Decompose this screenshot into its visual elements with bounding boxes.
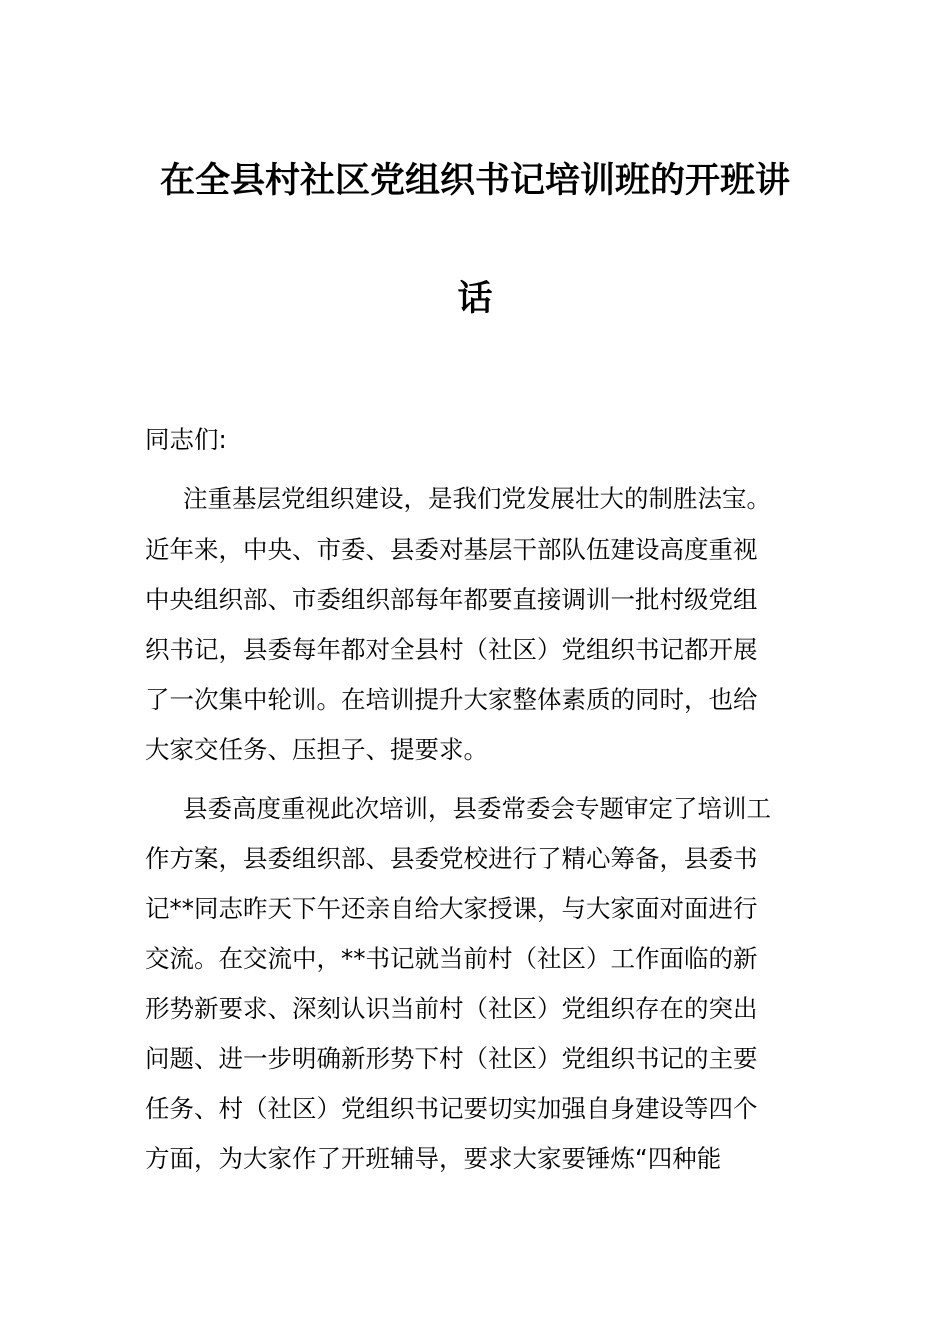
paragraph-2-line-1: 县委高度重视此次培训，县委常委会专题审定了培训工 [183, 794, 771, 823]
paragraph-2-line-5: 形势新要求、深刻认识当前村（社区）党组织存在的突出 [145, 994, 758, 1023]
document-title-line-1: 在全县村社区党组织书记培训班的开班讲 [159, 161, 790, 201]
paragraph-2-line-4: 交流。在交流中，**书记就当前村（社区）工作面临的新 [145, 944, 758, 973]
paragraph-2-line-7: 任务、村（社区）党组织书记要切实加强自身建设等四个 [145, 1094, 758, 1123]
salutation: 同志们: [145, 425, 227, 454]
paragraph-1-line-6: 大家交任务、压担子、提要求。 [145, 735, 488, 764]
paragraph-1-line-3: 中央组织部、市委组织部每年都要直接调训一批村级党组 [145, 585, 758, 614]
paragraph-1-line-4: 织书记，县委每年都对全县村（社区）党组织书记都开展 [145, 635, 758, 664]
paragraph-1-line-1: 注重基层党组织建设，是我们党发展壮大的制胜法宝。 [183, 484, 771, 513]
paragraph-1-line-2: 近年来，中央、市委、县委对基层干部队伍建设高度重视 [145, 535, 758, 564]
paragraph-2-line-3: 记**同志昨天下午还亲自给大家授课，与大家面对面进行 [145, 894, 758, 923]
paragraph-2-line-8: 方面，为大家作了开班辅导，要求大家要锤炼“四种能 [145, 1144, 722, 1173]
document-title-line-2: 话 [457, 279, 493, 319]
paragraph-1-line-5: 了一次集中轮训。在培训提升大家整体素质的同时，也给 [145, 685, 758, 714]
paragraph-2-line-2: 作方案，县委组织部、县委党校进行了精心筹备，县委书 [145, 844, 758, 873]
paragraph-2-line-6: 问题、进一步明确新形势下村（社区）党组织书记的主要 [145, 1044, 758, 1073]
